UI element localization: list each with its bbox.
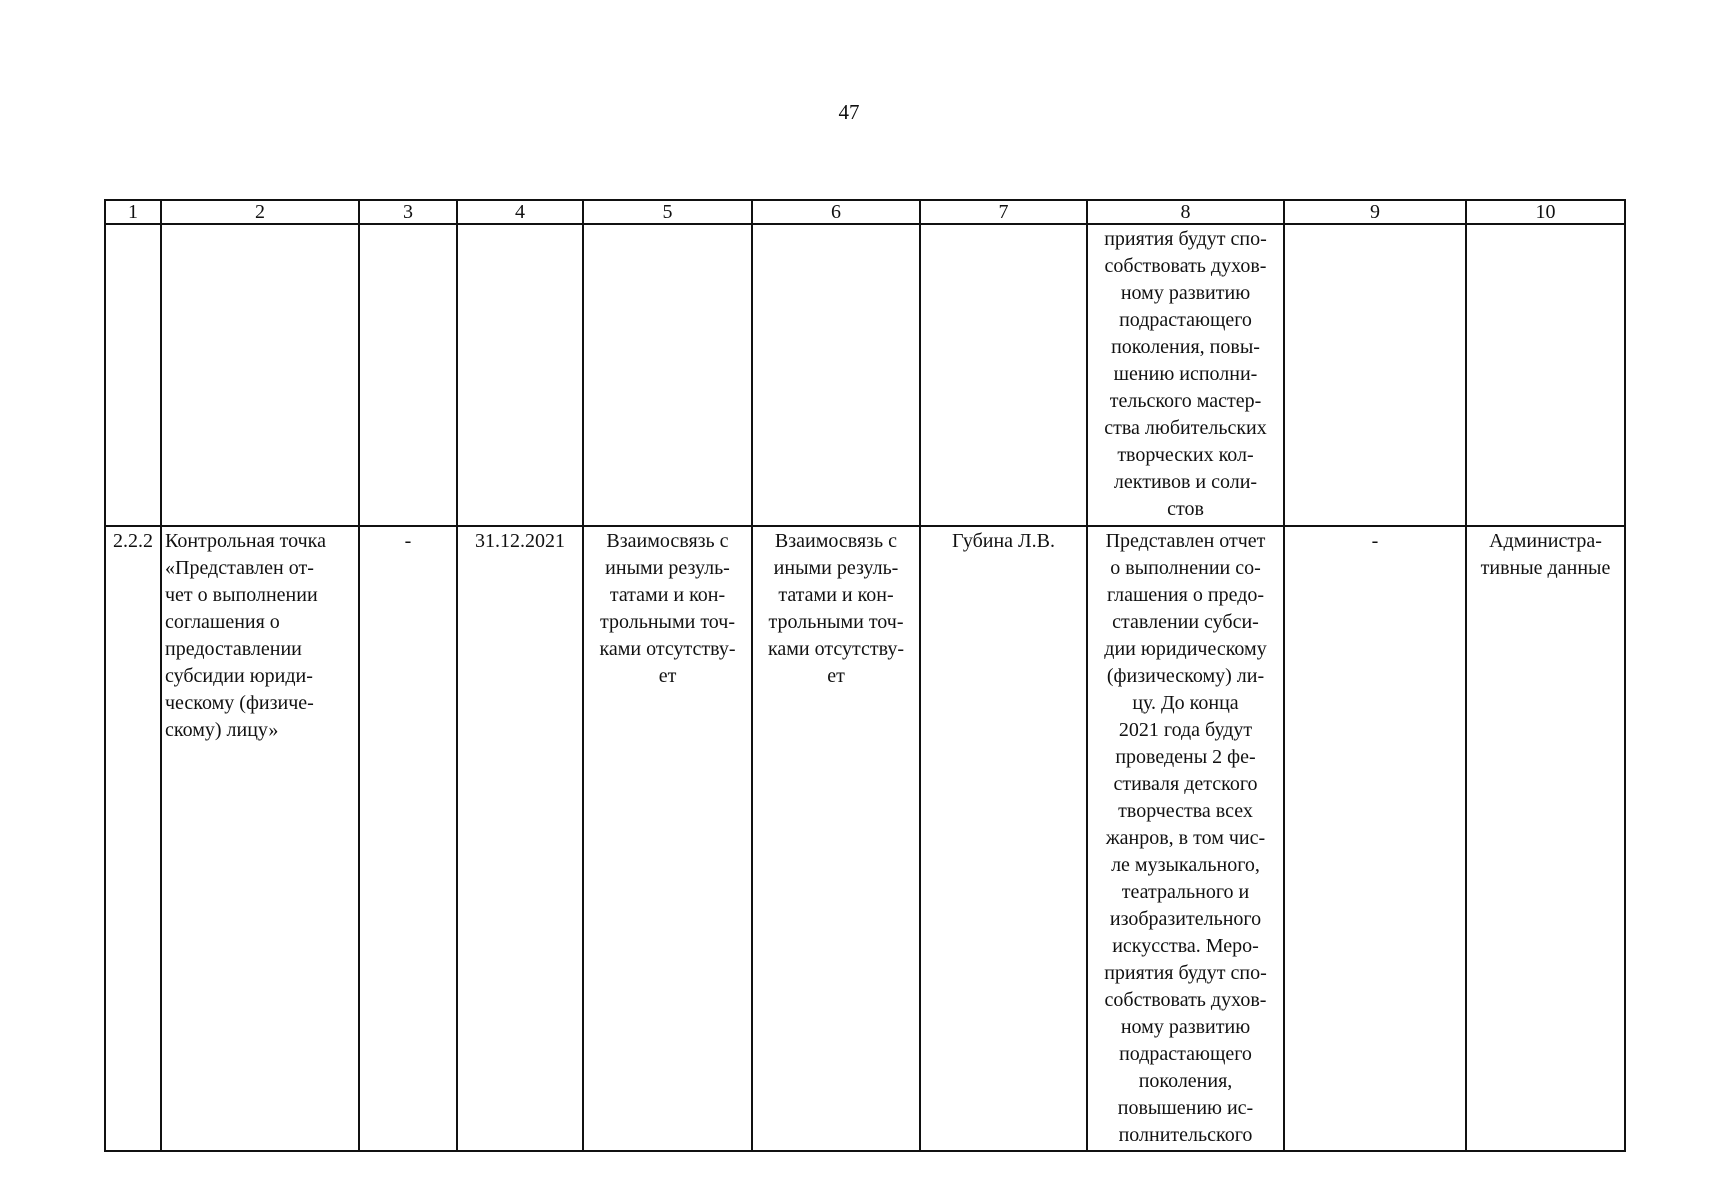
table-cell (359, 224, 457, 526)
text-line: тельского мастер- (1109, 390, 1262, 412)
text-line: (физическому) ли- (1106, 665, 1265, 687)
text-line: подрастающего (1119, 309, 1252, 331)
text-line: чет о выполнении (165, 584, 318, 606)
text-line: театрального и (1121, 881, 1250, 903)
page-number: 47 (838, 100, 860, 124)
table-row-2-2-2 (105, 526, 1625, 1151)
control-point-name-cell (161, 526, 359, 1151)
header-cell: 8 (1087, 200, 1284, 224)
header-cell: 9 (1284, 200, 1466, 224)
text-line: собствовать духов- (1104, 989, 1267, 1011)
text-line: дии юридическому (1104, 638, 1267, 660)
text-line: подрастающего (1119, 1043, 1252, 1065)
date-cell: 31.12.2021 (457, 526, 583, 1151)
text-line: собствовать духов- (1104, 255, 1267, 277)
text-line: стиваля детского (1113, 773, 1258, 795)
text-line: Администра- (1489, 530, 1602, 552)
text-line: поколения, (1138, 1070, 1233, 1092)
plan-table (104, 199, 1626, 1152)
table-cell (752, 224, 920, 526)
text-line: соглашения о (165, 611, 280, 633)
header-cell: 7 (920, 200, 1087, 224)
text-line: «Представлен от- (165, 557, 314, 579)
text-line: поколения, повы- (1111, 336, 1260, 358)
col3-cell: - (359, 526, 457, 1151)
text-line: шению исполни- (1113, 363, 1258, 385)
table-cell (457, 224, 583, 526)
text-line: татами и кон- (778, 584, 894, 606)
table-cell (105, 224, 161, 526)
table-row-continuation (105, 224, 1625, 526)
text-line: Взаимосвязь с (606, 530, 729, 552)
col9-cell: - (1284, 526, 1466, 1151)
header-cell: 2 (161, 200, 359, 224)
text-line: иными резуль- (773, 557, 899, 579)
text-line: Взаимосвязь с (774, 530, 898, 552)
text-line: скому) лицу» (165, 719, 279, 741)
result-description-cell (1087, 526, 1284, 1151)
text-line: ет (658, 665, 677, 687)
text-line: субсидии юриди- (165, 665, 313, 687)
table-cell (1466, 224, 1625, 526)
text-line: приятия будут спо- (1104, 962, 1267, 984)
table-cell (1284, 224, 1466, 526)
table-cell (161, 224, 359, 526)
header-cell: 5 (583, 200, 752, 224)
text-line: Контрольная точка (165, 530, 326, 552)
header-cell: 10 (1466, 200, 1625, 224)
text-line: ками отсутству- (767, 638, 904, 660)
relationship-cell (752, 526, 920, 1151)
text-line: ле музыкального, (1111, 854, 1260, 876)
text-line: цу. До конца (1132, 692, 1239, 714)
text-line: стов (1167, 498, 1204, 520)
header-cell: 6 (752, 200, 920, 224)
header-cell: 1 (105, 200, 161, 224)
responsible-cell: Губина Л.В. (920, 526, 1087, 1151)
text-line: ет (827, 665, 845, 687)
text-line: трольными точ- (768, 611, 904, 633)
text-line: 2021 года будут (1118, 719, 1253, 741)
text-line: ками отсутству- (599, 638, 736, 660)
text-line: ставлении субси- (1112, 611, 1259, 633)
text-line: тивные данные (1480, 557, 1611, 579)
table-cell (920, 224, 1087, 526)
text-line: Представлен отчет (1105, 530, 1266, 552)
text-line: ному развитию (1120, 282, 1251, 304)
text-line: повышению ис- (1117, 1097, 1254, 1119)
row-number-cell: 2.2.2 (105, 526, 161, 1151)
text-line: татами и кон- (609, 584, 726, 606)
text-line: иными резуль- (605, 557, 730, 579)
text-line: ческому (физиче- (165, 692, 314, 714)
text-line: трольными точ- (600, 611, 735, 633)
text-line: о выполнении со- (1110, 557, 1261, 579)
data-source-cell (1466, 526, 1625, 1151)
relationship-cell (583, 526, 752, 1151)
result-description-cell (1087, 224, 1284, 526)
text-line: лективов и соли- (1113, 471, 1258, 493)
text-line: творчества всех (1118, 800, 1253, 822)
text-line: предоставлении (165, 638, 302, 660)
text-line: творческих кол- (1117, 444, 1254, 466)
table-cell (583, 224, 752, 526)
text-line: ному развитию (1120, 1016, 1251, 1038)
header-cell: 3 (359, 200, 457, 224)
text-line: искусства. Меро- (1112, 935, 1259, 957)
text-line: жанров, в том чис- (1105, 827, 1266, 849)
text-line: приятия будут спо- (1104, 228, 1267, 250)
header-row (105, 200, 1625, 224)
text-line: ства любительских (1104, 417, 1267, 439)
text-line: полнительского (1118, 1124, 1253, 1146)
header-cell: 4 (457, 200, 583, 224)
text-line: проведены 2 фе- (1115, 746, 1256, 768)
text-line: изобразительного (1109, 908, 1262, 930)
text-line: глашения о предо- (1106, 584, 1265, 606)
